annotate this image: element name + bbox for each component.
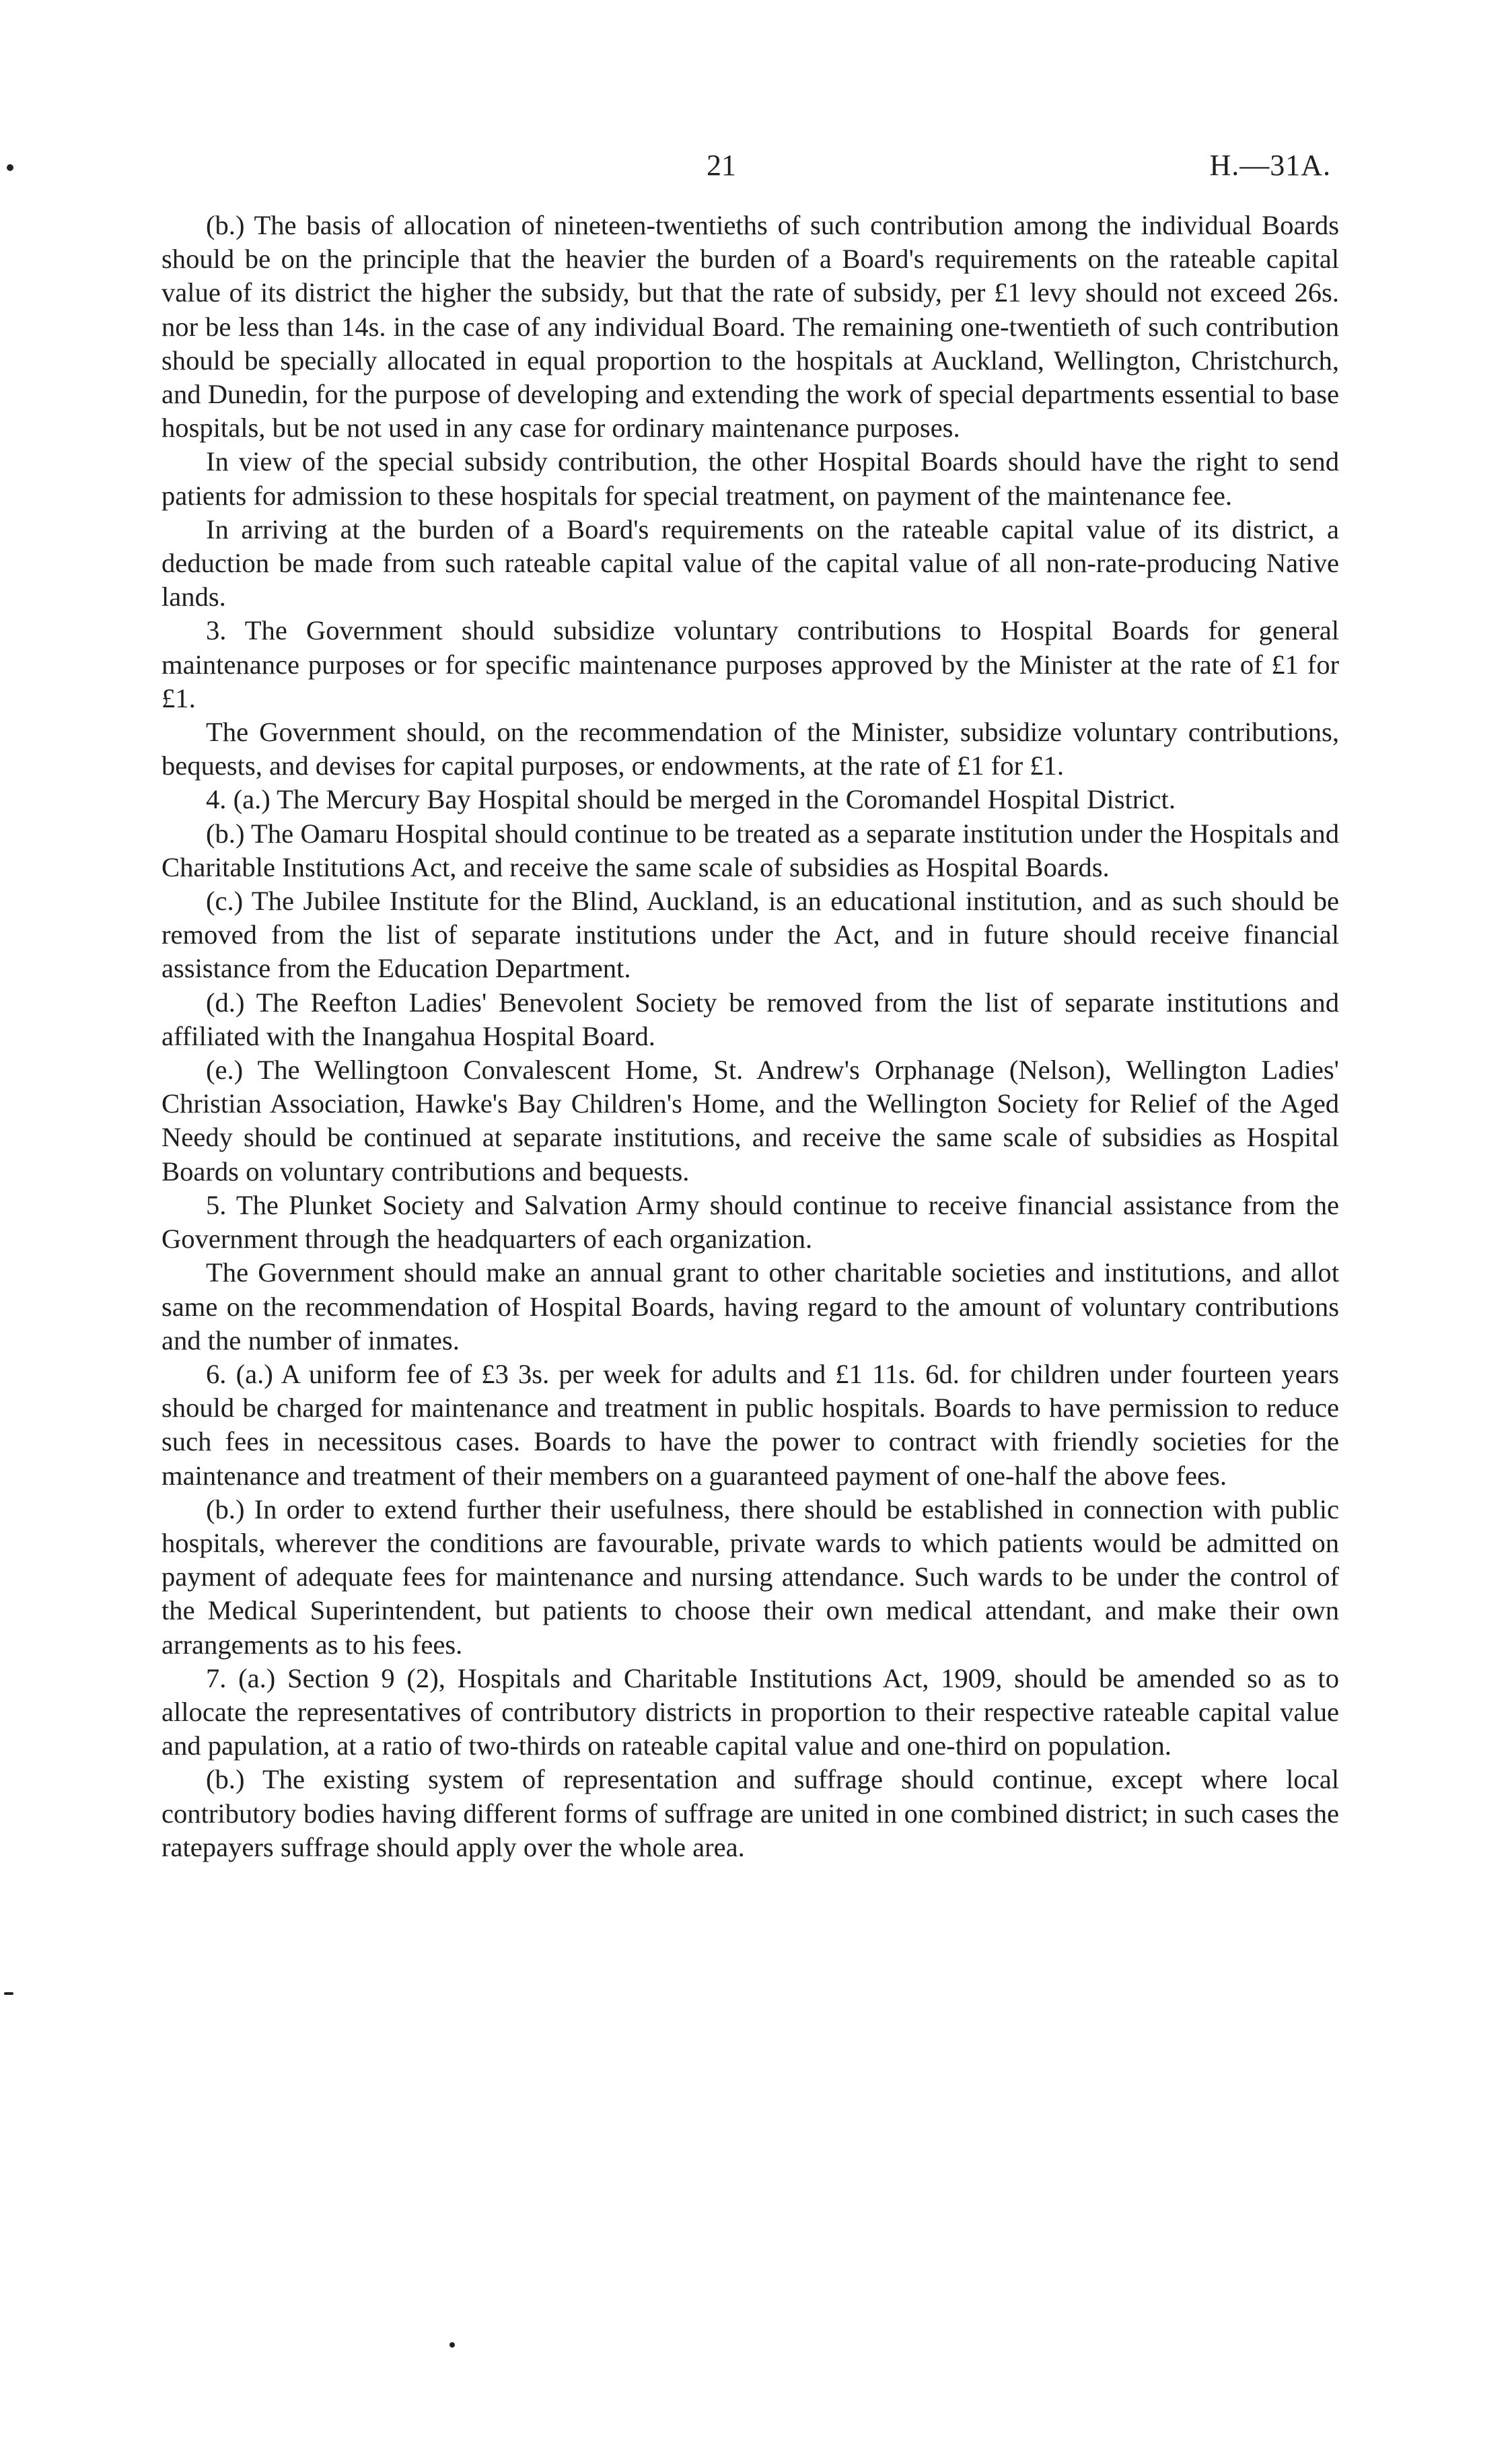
margin-mark [4, 1992, 13, 1995]
paragraph: (b.) The basis of allocation of nineteen-twentieths of such contribution among the individual Boards should be on the principle that the heavier the burden of a Board's requirements on the rateable capital value of its district the higher the subsidy, but that the rate of subsidy, per £1 levy should not exceed 26s. nor be less than 14s. in the case of any individual Board. The remaining one-twentieth of such contribution should be specially allocated in equal proportion to the hospitals at Auckland, Wellington, Christchurch, and Dunedin, for the purpose of developing and extending the work of special departments essential to base hospitals, but be not used in any case for ordinary maintenance purposes. [161, 210, 1339, 444]
paragraph: (c.) The Jubilee Institute for the Blind, Auckland, is an educational institution, and as such should be removed from the list of separate institutions under the Act, and in future should receive financial assistance from the Education Department. [161, 886, 1339, 984]
paragraph: 6. (a.) A uniform fee of £3 3s. per week for adults and £1 11s. 6d. for children under fourteen years should be charged for maintenance and treatment in public hospitals. Boards to have permission to reduce such fees in necessitous cases. Boards to have the power to contract with friendly societies for the maintenance and treatment of their members on a guaranteed payment of one-half the above fees. [161, 1358, 1339, 1491]
paragraph: (d.) The Reefton Ladies' Benevolent Society be removed from the list of separate institutions and affiliated with the Inangahua Hospital Board. [161, 987, 1339, 1051]
paragraph: The Government should, on the recommendation of the Minister, subsidize voluntary contributions, bequests, and devises for capital purposes, or endowments, at the rate of £1 for £1. [161, 717, 1339, 781]
paragraph: 4. (a.) The Mercury Bay Hospital should be merged in the Coromandel Hospital District. [206, 784, 1176, 815]
paragraph: (b.) In order to extend further their usefulness, there should be established in connection with public hospitals, wherever the conditions are favourable, private wards to which patients would be admitted on payment of adequate fees for maintenance and nursing attendance. Such wards to be under the control of the Medical Superintendent, but patients to choose their own medical attendant, and make their own arrangements as to his fees. [161, 1493, 1339, 1660]
body-text [161, 209, 1339, 1864]
paragraph: (b.) The existing system of representation and suffrage should continue, except where local contributory bodies having different forms of suffrage are united in one combined district; in such cases the ratepayers suffrage should apply over the whole area. [161, 1764, 1339, 1862]
document-reference: H.—31A. [1209, 149, 1331, 182]
paragraph: The Government should make an annual grant to other charitable societies and institutions, and allot same on the recommendation of Hospital Boards, having regard to the amount of voluntary contributions and the number of inmates. [161, 1257, 1339, 1356]
paragraph: In view of the special subsidy contribution, the other Hospital Boards should have the right to send patients for admission to these hospitals for special treatment, on payment of the maintenance fee. [161, 446, 1339, 511]
paragraph: (b.) The Oamaru Hospital should continue to be treated as a separate institution under the Hospitals and Charitable Institutions Act, and receive the same scale of subsidies as Hospital Boards. [161, 818, 1339, 882]
paragraph: 3. The Government should subsidize voluntary contributions to Hospital Boards for general maintenance purposes or for specific maintenance purposes approved by the Minister at the rate of £1 for £1. [161, 615, 1339, 713]
page-header [0, 148, 1510, 188]
paragraph: In arriving at the burden of a Board's requirements on the rateable capital value of its district, a deduction be made from such rateable capital value of the capital value of all non-rate-producing Native lands. [161, 514, 1339, 612]
paragraph: 7. (a.) Section 9 (2), Hospitals and Charitable Institutions Act, 1909, should be amended so as to allocate the representatives of contributory districts in proportion to their respective rateable capital value and papulation, at a ratio of two-thirds on rateable capital value and one-third on population. [161, 1662, 1339, 1761]
paragraph: 5. The Plunket Society and Salvation Army should continue to receive financial assistance from the Government through the headquarters of each organization. [161, 1189, 1339, 1255]
margin-mark [450, 2342, 455, 2348]
page-number: 21 [707, 149, 736, 182]
paragraph: (e.) The Wellingtoon Convalescent Home, St. Andrew's Orphanage (Nelson), Wellington Ladies' Christian Association, Hawke's Bay Children's Home, and the Wellington Society for Relief of the Aged Needy should be continued at separate institutions, and receive the same scale of subsidies as Hospital Boards on voluntary contributions and bequests. [161, 1055, 1339, 1187]
